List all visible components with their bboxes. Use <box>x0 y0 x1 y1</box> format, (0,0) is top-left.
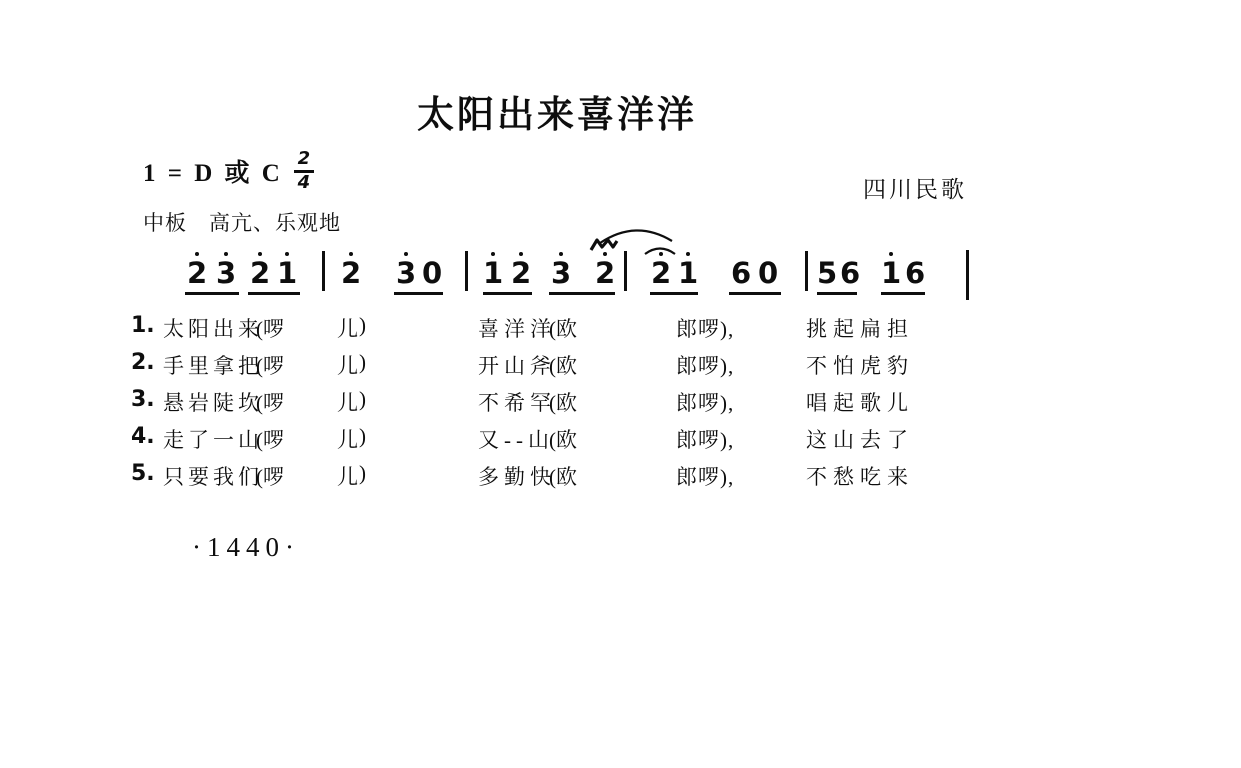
jianpu-note: 1 <box>881 256 902 290</box>
lyric-phrase: 太阳出来 <box>163 317 263 341</box>
jianpu-rest: 0 <box>758 256 779 290</box>
lyric-fill: ) <box>359 313 366 337</box>
jianpu-note: 3 <box>216 256 237 290</box>
beam-underline <box>185 292 239 295</box>
lyric-fill: (欧 <box>549 391 577 415</box>
beam-underline <box>483 292 532 295</box>
verse-row <box>0 350 1241 378</box>
verse-number: 5. <box>131 461 155 486</box>
time-signature-denominator: 4 <box>297 171 311 193</box>
lyric-phrase: 走了一山 <box>163 428 263 452</box>
lyric-fill: 儿 <box>337 465 358 489</box>
lyric-phrase: 悬岩陡坎 <box>163 391 263 415</box>
verse-row <box>0 461 1241 489</box>
verse-row <box>0 387 1241 415</box>
lyric-fill: (欧 <box>549 428 577 452</box>
lyric-fill: 儿 <box>337 428 358 452</box>
lyric-fill: 儿 <box>337 354 358 378</box>
lyric-fill: 儿 <box>337 317 358 341</box>
beam-underline <box>549 292 615 295</box>
jianpu-note: 1 <box>678 256 699 290</box>
lyric-fill: 郎啰), <box>676 465 735 489</box>
lyric-fill: (欧 <box>549 354 577 378</box>
lyric-phrase: 又--山 <box>478 428 554 452</box>
jianpu-note: 6 <box>905 256 926 290</box>
lyric-fill: (啰 <box>256 391 284 415</box>
barline-final <box>966 250 969 300</box>
lyric-fill: (啰 <box>256 354 284 378</box>
lyric-fill: ) <box>359 461 366 485</box>
lyric-fill: ) <box>359 350 366 374</box>
verse-row <box>0 313 1241 341</box>
beam-underline <box>650 292 698 295</box>
lyric-fill: (欧 <box>549 317 577 341</box>
lyric-fill: ) <box>359 424 366 448</box>
lyric-phrase: 不怕虎豹 <box>806 354 914 378</box>
song-title: 太阳出来喜洋洋 <box>417 95 697 136</box>
barline <box>805 251 808 291</box>
jianpu-note: 1 <box>277 256 298 290</box>
lyric-phrase: 开山斧 <box>478 354 556 378</box>
beam-underline <box>248 292 300 295</box>
jianpu-note: 2 <box>187 256 208 290</box>
verse-number: 3. <box>131 387 155 412</box>
lyric-fill: 郎啰), <box>676 391 735 415</box>
jianpu-note: 2 <box>341 256 362 290</box>
jianpu-note: 6 <box>731 256 752 290</box>
verse-number: 1. <box>131 313 155 338</box>
lyric-fill: 郎啰), <box>676 317 735 341</box>
lyric-phrase: 多勤快 <box>478 465 556 489</box>
lyric-fill: 郎啰), <box>676 428 735 452</box>
verse-number: 2. <box>131 350 155 375</box>
key-text: 1 = D 或 C <box>143 160 282 188</box>
jianpu-note: 2 <box>250 256 271 290</box>
lyric-fill: 郎啰), <box>676 354 735 378</box>
verse-row <box>0 424 1241 452</box>
verse-number: 4. <box>131 424 155 449</box>
jianpu-note: 2 <box>511 256 532 290</box>
lyric-phrase: 不希罕 <box>478 391 556 415</box>
lyric-phrase: 手里拿把 <box>163 354 263 378</box>
lyric-fill: (啰 <box>256 465 284 489</box>
lyric-phrase: 这山去了 <box>806 428 914 452</box>
jianpu-note: 6 <box>840 256 861 290</box>
page-number: ·1440· <box>192 532 300 562</box>
beam-underline <box>817 292 857 295</box>
tie-arc-icon <box>642 243 678 256</box>
barline <box>465 251 468 291</box>
jianpu-note: 3 <box>551 256 572 290</box>
barline <box>624 251 627 291</box>
barline <box>322 251 325 291</box>
jianpu-note: 3 <box>396 256 417 290</box>
lyric-fill: (啰 <box>256 428 284 452</box>
lyric-phrase: 只要我们 <box>163 465 263 489</box>
beam-underline <box>394 292 443 295</box>
lyric-phrase: 喜洋洋 <box>478 317 556 341</box>
lyric-phrase: 挑起扁担 <box>806 317 914 341</box>
jianpu-note: 5 <box>817 256 838 290</box>
lyric-fill: (欧 <box>549 465 577 489</box>
lyric-fill: ) <box>359 387 366 411</box>
beam-underline <box>881 292 925 295</box>
song-attribution: 四川民歌 <box>863 177 967 202</box>
jianpu-note: 2 <box>651 256 672 290</box>
beam-underline <box>729 292 781 295</box>
lyric-phrase: 唱起歌儿 <box>806 391 914 415</box>
time-signature-numerator: 2 <box>297 148 311 169</box>
jianpu-rest: 0 <box>422 256 443 290</box>
lyric-phrase: 不愁吃来 <box>806 465 914 489</box>
lyric-fill: 儿 <box>337 391 358 415</box>
lyric-fill: (啰 <box>256 317 284 341</box>
jianpu-note: 1 <box>483 256 504 290</box>
tempo-marking: 中板 高亢、乐观地 <box>143 211 341 235</box>
jianpu-note: 2 <box>595 256 616 290</box>
